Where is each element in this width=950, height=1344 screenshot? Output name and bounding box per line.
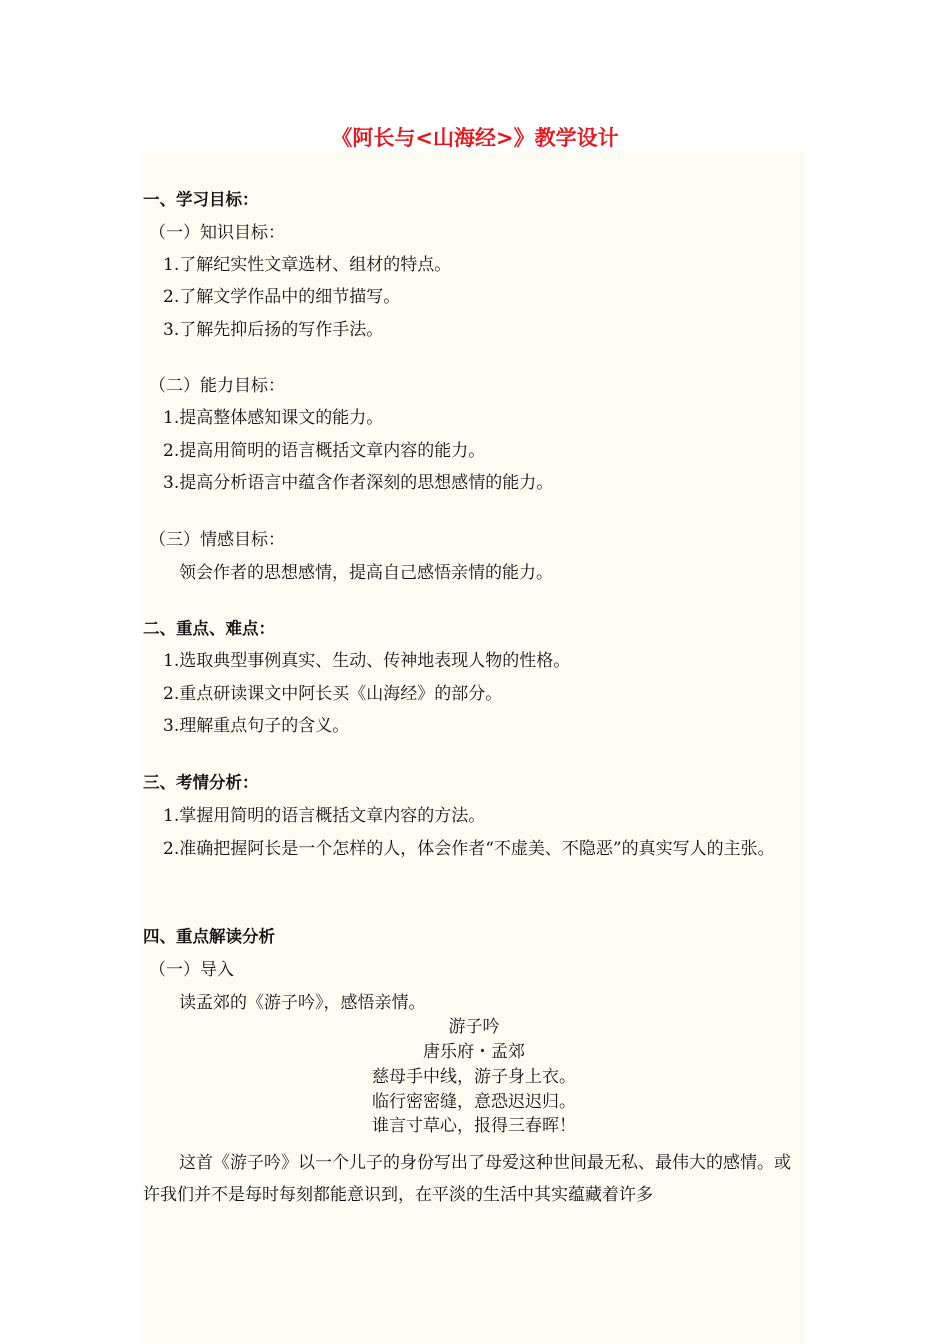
knowledge-item: 1.了解纪实性文章选材、组材的特点。 [163, 255, 452, 275]
subheading-ability: （二）能力目标： [149, 376, 285, 396]
poem-author: 唐乐府・孟郊 [423, 1042, 525, 1062]
section-heading-key-points: 二、重点、难点： [143, 619, 275, 638]
exam-item: 2.准确把握阿长是一个怎样的人，体会作者“不虚美、不隐恶”的真实写人的主张。 [163, 839, 775, 859]
document-body [143, 152, 805, 1344]
key-point-item: 1.选取典型事例真实、生动、传神地表现人物的性格。 [163, 651, 571, 671]
section-heading-analysis: 四、重点解读分析 [143, 927, 275, 946]
section-heading-objectives: 一、学习目标： [143, 190, 259, 209]
emotion-text: 领会作者的思想感情，提高自己感悟亲情的能力。 [179, 563, 553, 583]
subheading-intro: （一）导入 [149, 960, 234, 980]
subheading-knowledge: （一）知识目标： [149, 223, 285, 243]
poem-title: 游子吟 [448, 1017, 500, 1037]
ability-item: 3.提高分析语言中蕴含作者深刻的思想感情的能力。 [163, 473, 554, 493]
ability-item: 2.提高用简明的语言概括文章内容的能力。 [163, 441, 486, 461]
intro-text: 读孟郊的《游子吟》，感悟亲情。 [179, 993, 426, 1013]
document-title: 《阿长与<山海经>》教学设计 [331, 126, 619, 150]
poem-line: 临行密密缝，意恐迟迟归。 [372, 1092, 576, 1112]
poem-line: 慈母手中线，游子身上衣。 [372, 1067, 576, 1087]
poem-line: 谁言寸草心，报得三春晖！ [372, 1116, 576, 1136]
ability-item: 1.提高整体感知课文的能力。 [163, 408, 384, 428]
key-point-item: 2.重点研读课文中阿长买《山海经》的部分。 [163, 684, 503, 704]
exam-item: 1.掌握用简明的语言概括文章内容的方法。 [163, 806, 486, 826]
knowledge-item: 2.了解文学作品中的细节描写。 [163, 287, 401, 307]
section-heading-exam-analysis: 三、考情分析： [143, 773, 259, 792]
subheading-emotion: （三）情感目标： [149, 530, 285, 550]
knowledge-item: 3.了解先抑后扬的写作手法。 [163, 320, 384, 340]
body-paragraph: 这首《游子吟》以一个儿子的身份写出了母爱这种世间最无私、最伟大的感情。或许我们并不是每时每刻都能意识到，在平淡的生活中其实蕴藏着许多 [143, 1153, 791, 1205]
key-point-item: 3.理解重点句子的含义。 [163, 716, 350, 736]
